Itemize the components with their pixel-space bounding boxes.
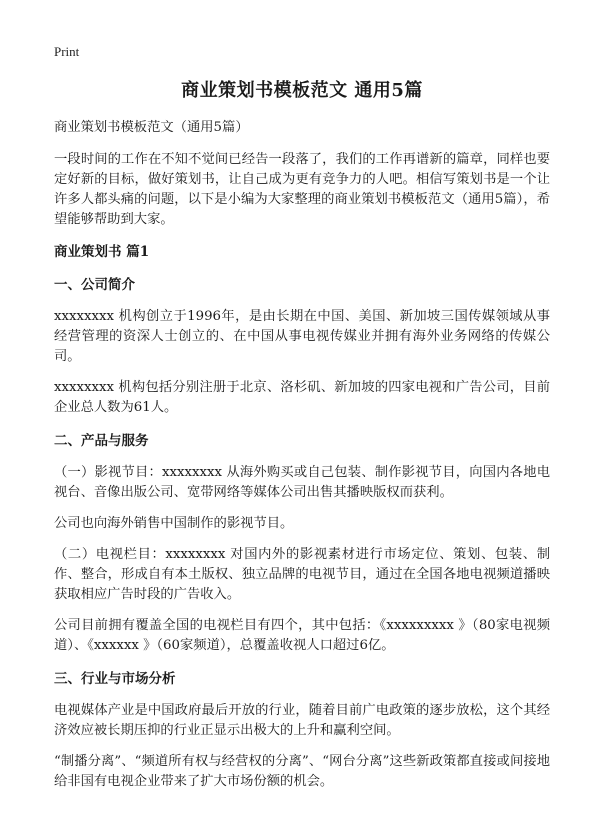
paragraph: 公司也向海外销售中国制作的影视节目。 bbox=[54, 516, 294, 531]
article-subtitle: 商业策划书模板范文（通用5篇） bbox=[54, 120, 249, 135]
paragraph: （二）电视栏目：xxxxxxxx 对国内外的影视素材进行市场定位、策划、包装、制作、整合，形成自有本土版权、独立品牌的电视节目，通过在全国各地电视频道播映获取相应广告时段的广告收入。 bbox=[54, 547, 550, 602]
print-link[interactable]: Print bbox=[54, 44, 80, 59]
part-title: 商业策划书 篇1 bbox=[54, 244, 150, 260]
paragraph: xxxxxxxx 机构创立于1996年，是由长期在中国、美国、新加坡三国传媒领域从事经营管理的资深人士创立的、在中国从事电视传媒业并拥有海外业务网络的传媒公司。 bbox=[54, 309, 550, 364]
intro-paragraph: 一段时间的工作在不知不觉间已经告一段落了，我们的工作再谱新的篇章，同样也要定好新的目标，做好策划书，让自己成为更有竞争力的人吧。相信写策划书是一个让许多人都头痛的问题，以下是小编为大家整理的商业策划书模板范文（通用5篇），希望能够帮助到大家。 bbox=[54, 152, 550, 227]
article bbox=[54, 72, 550, 803]
paragraph: （一）影视节目：xxxxxxxx 从海外购买或自己包装、制作影视节目，向国内各地电视台、音像出版公司、宽带网络等媒体公司出售其播映版权而获利。 bbox=[54, 465, 550, 500]
section-heading-company: 一、公司简介 bbox=[54, 277, 135, 293]
page-title: 商业策划书模板范文 通用5篇 bbox=[181, 80, 423, 101]
paragraph: “制播分离”、“频道所有权与经营权的分离”、“网台分离”这些新政策都直接或间接地给非国有电视企业带来了扩大市场份额的机会。 bbox=[54, 754, 550, 789]
section-heading-products: 二、产品与服务 bbox=[54, 433, 149, 449]
paragraph: xxxxxxxx 机构包括分别注册于北京、洛杉矶、新加坡的四家电视和广告公司，目前企业总人数为61人。 bbox=[54, 380, 550, 415]
paragraph: 电视媒体产业是中国政府最后开放的行业，随着目前广电政策的逐步放松，这个其经济效应被长期压抑的行业正显示出极大的上升和赢利空间。 bbox=[54, 703, 550, 738]
paragraph: 公司目前拥有覆盖全国的电视栏目有四个，其中包括：《xxxxxxxxx 》（80家电视频道）、《xxxxxx 》（60家频道），总覆盖收视人口超过6亿。 bbox=[54, 618, 550, 653]
section-heading-market: 三、行业与市场分析 bbox=[54, 671, 176, 687]
